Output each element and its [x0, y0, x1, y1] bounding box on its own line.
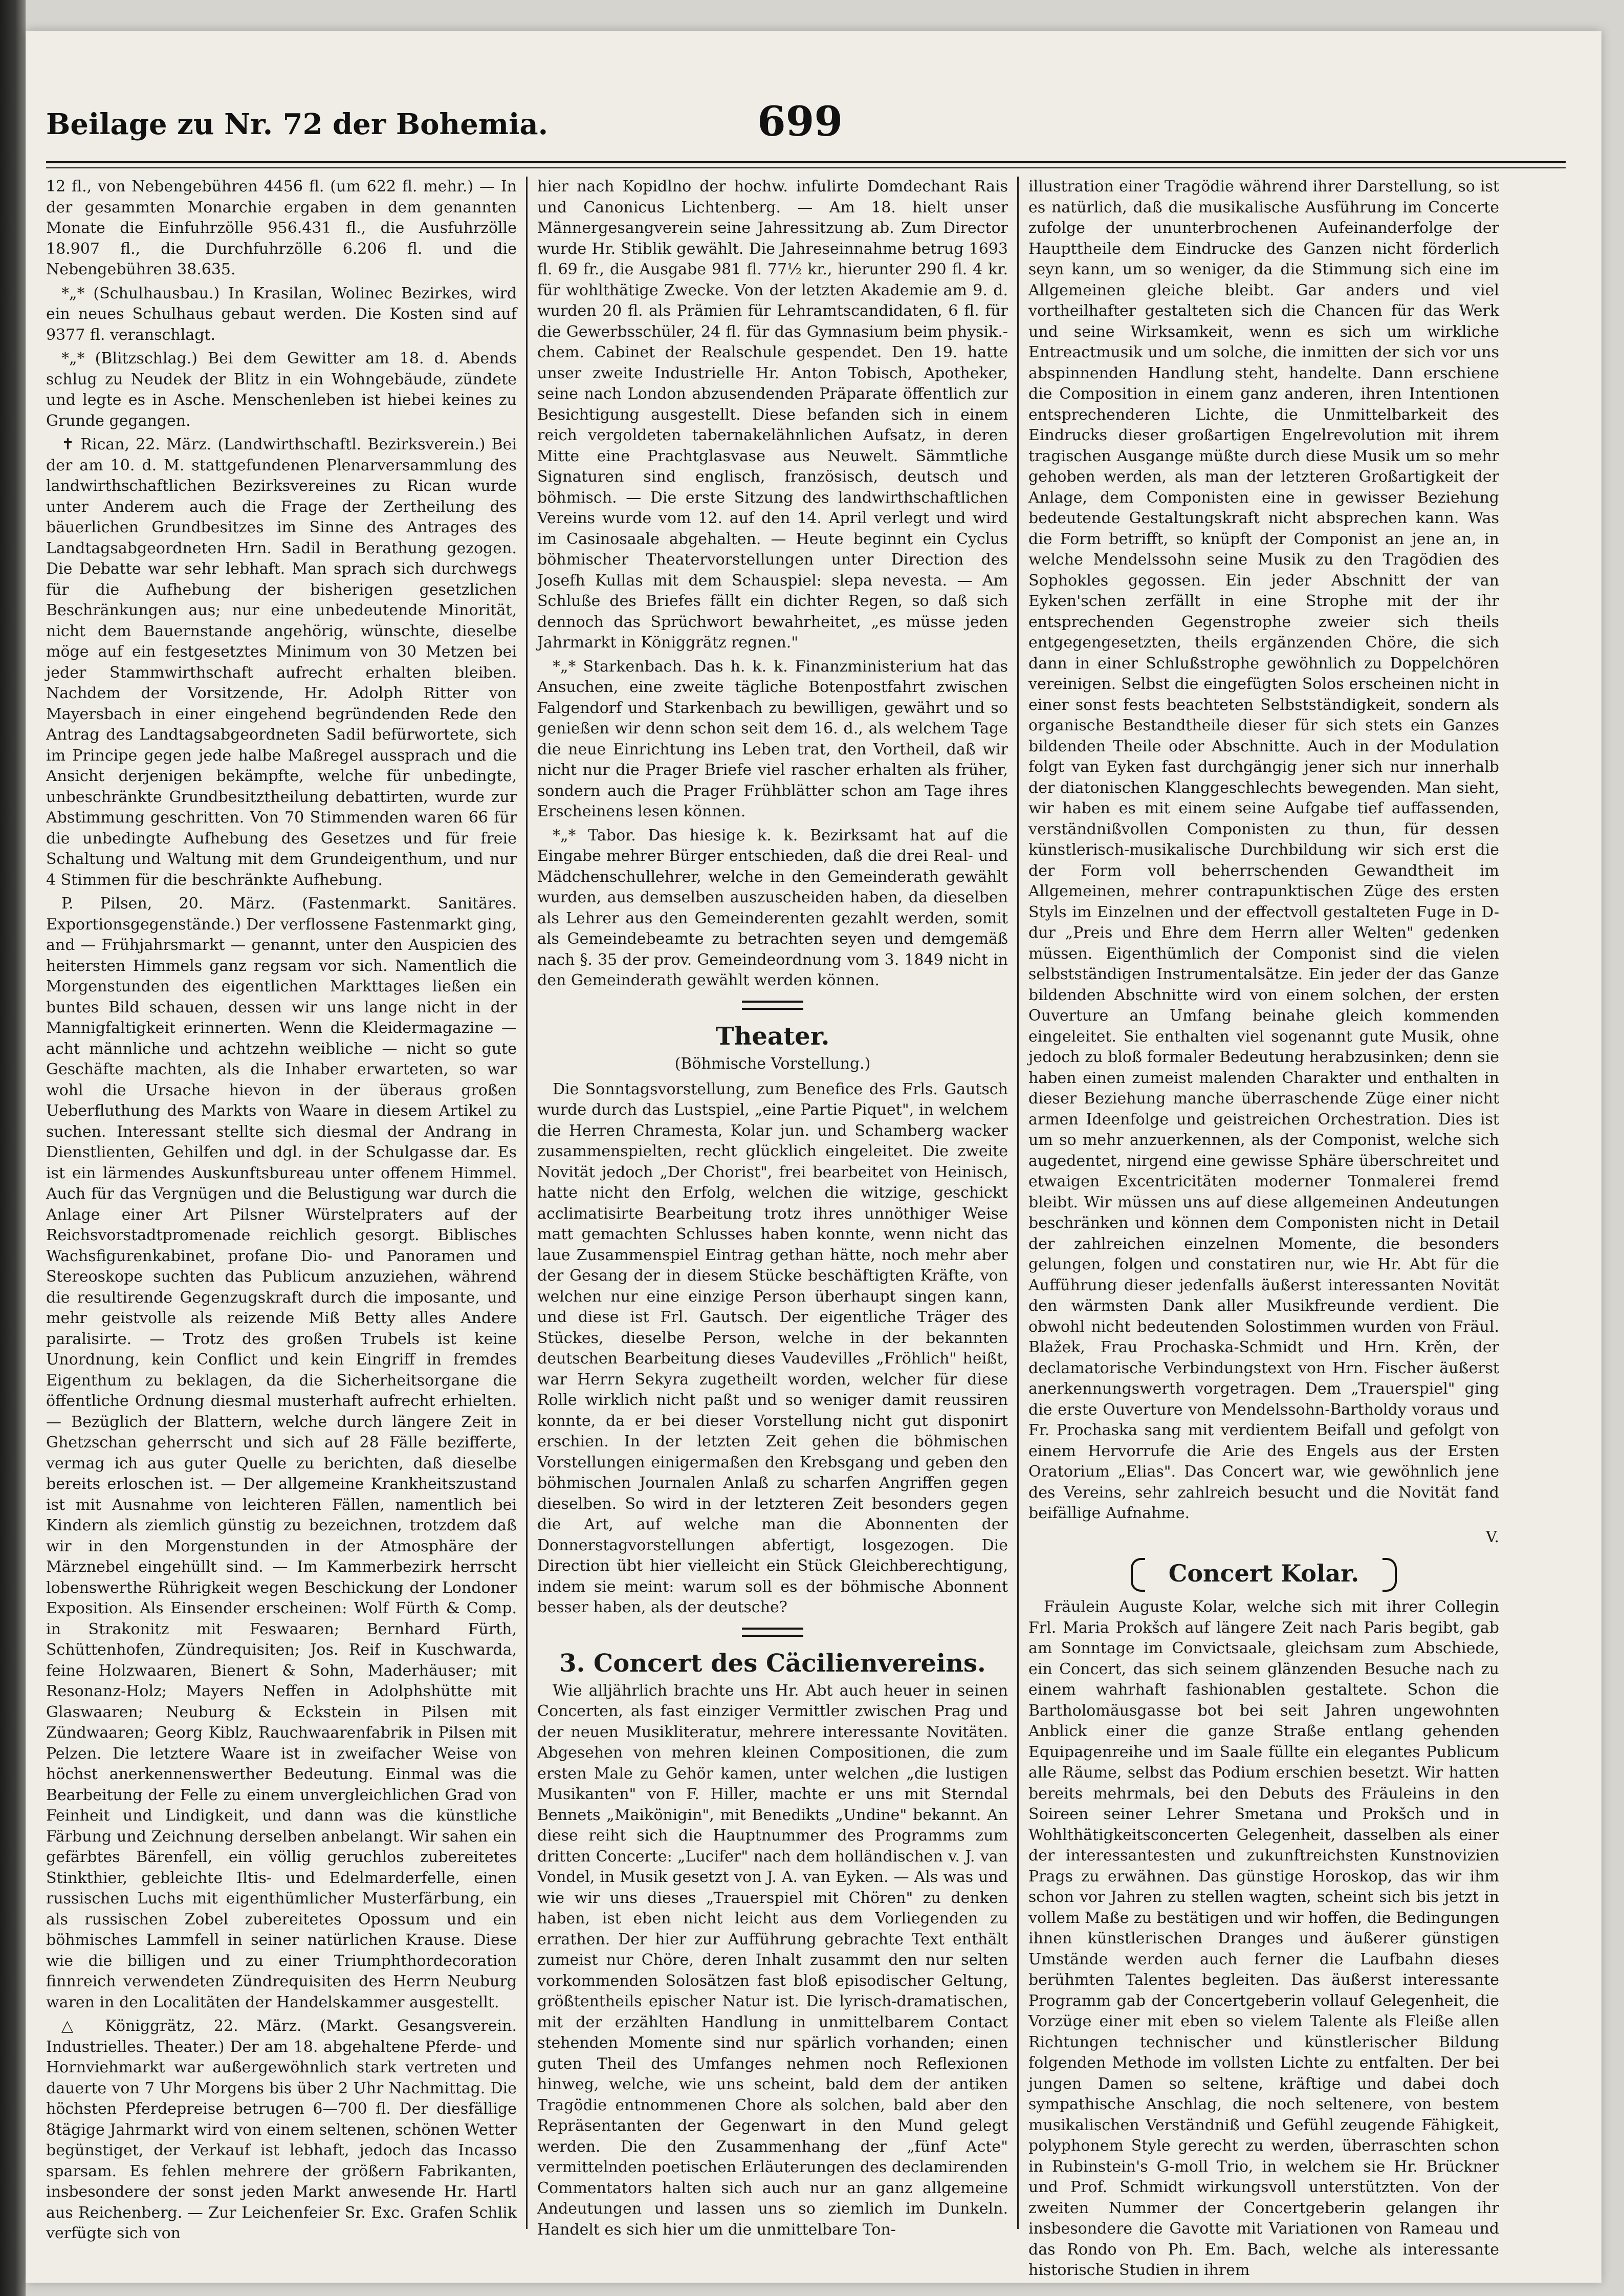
article-paragraph: P. Pilsen, 20. März. (Fastenmarkt. Sanitäres. Exportionsgegenstände.) Der verflossene Fastenmarkt ging, and — Frühjahrsmarkt — genannt, unter den Auspicien des heitersten Himmels ganz regsam vor sich. Namentlich die Morgenstunden des eigentlichen Markttages ließen ein buntes Bild schauen, dessen wir uns lange nicht in der Mannigfaltigkeit erinnerten. Wenn die Kleidermagazine — acht männliche und achtzehn weibliche — nicht so gute Geschäfte machten, als die Inhaber erwarteten, so war wohl die Ursache hievon in der überaus großen Ueberfluthung des Markts von Waare in diesem Artikel zu suchen. Interessant stellte sich diesmal der Andrang in Dienstlienten, Gehilfen und dgl. in der Schulgasse dar. Es ist ein lärmendes Auskunftsbureau unter offenem Himmel. Auch für das Vergnügen und die Belustigung war durch die Anlage einer Art Pilsner Würstelpraters auf der Reichsvorstadtpromenade reichlich gesorgt. Biblisches Wachsfigurenkabinet, profane Dio- und Panoramen und Stereoskope suchten das Publicum anzuziehen, während die resultirende Gegenzugskraft durch die imposante, und mehr geistvolle als reizende Miß Betty alles Andere paralisirte. — Trotz des großen Trubels ist keine Unordnung, kein Conflict und kein Eingriff in fremdes Eigenthum zu beklagen, da die Sicherheitsorgane die öffentliche Ordnung diesmal musterhaft aufrecht erhielten. — Bezüglich der Blattern, welche durch längere Zeit in Ghetzschan geherrscht und sich auf 28 Fälle bezifferte, vermag ich aus guter Quelle zu berichten, daß dieselbe bereits erloschen ist. — Der allgemeine Krankheitszustand ist mit Ausnahme von leichteren Fällen, namentlich bei Kindern als ziemlich günstig zu bezeichnen, trotzdem daß wir in den Morgenstunden in der Atmosphäre der Märznebel eingehüllt sind. — Im Kammerbezirk herrscht lobenswerthe Rührigkeit wegen Beschickung der Londoner Exposition. Als Einsender erscheinen: Wolf Fürth & Comp. in Strakonitz mit Feswaaren; Bernhard Fürth, Schüttenhofen, Zündrequisiten; Jos. Reif in Kuschwarda, feine Holzwaaren, Bienert & Sohn, Maderhäuser; mit Resonanz-Holz; Mayers Neffen in Adolphshütte mit Glaswaaren; Neuburg & Eckstein in Pilsen mit Zündwaaren; Georg Kiblz, Rauchwaarenfabrik in Pilsen mit Pelzen. Die letztere Waare ist in zweifacher Weise von höchst anerkennenswerther Bedeutung. Einmal was die Bearbeitung der Felle zu einem unvergleichlichen Grad von Feinheit und Lindigkeit, und dann was die künstliche Färbung und Zeichnung derselben anbelangt. Wir sahen ein gefärbtes Bärenfell, ein völlig geruchlos zubereitetes Stinkthier, gebleichte Iltis- und Edelmarderfelle, einen russischen Luchs mit eigenthümlicher Musterfärbung, ein als russischen Zobel zubereitetes Opossum und ein böhmisches Lammfell in seiner natürlichen Krause. Diese wie die billigen und zu einer Triumphthordecoration finnreich verwendeten Zündrequisiten des Herrn Neuburg waren in den Localitäten der Handelskammer ausgestellt.	[46, 895, 517, 2011]
page-header	[46, 97, 1566, 154]
section-subtitle: (Böhmische Vorstellung.)	[674, 1054, 871, 1073]
article-paragraph: illustration einer Tragödie während ihrer Darstellung, so ist es natürlich, daß die musikalische Ausführung im Concerte zufolge der ununterbrochenen Aufeinanderfolge der Haupttheile dem Eindrucke des Ganzen nicht förderlich seyn kann, um so weniger, da die Stimmung sich eine im Allgemeinen gleiche bleibt. Gar anders und viel vortheilhafter gestalteten sich die Chancen für das Werk und seine Wirksamkeit, wenn es sich um wirkliche Entreactmusik und um solche, die inmitten der sich vor uns abspinnenden Handlung steht, handelte. Dann erschiene die Composition in einem ganz anderen, ihren Intentionen entsprechenderen Lichte, die Unmittelbarkeit des Eindrucks dieser großartigen Engelrevolution mit ihrem tragischen Ausgange müßte durch diese Musik um so mehr gehoben werden, als man der letzteren Großartigkeit der Anlage, dem Componisten eine in gewisser Beziehung bedeutende Gestaltungskraft nicht absprechen kann. Was die Form betrifft, so knüpft der Componist an jene an, in welche Mendelssohn seine Musik zu den Tragödien des Sophokles gegossen. Ein jeder Abschnitt der van Eyken'schen zerfällt in eine Strophe mit der ihr entsprechenden Gegenstrophe zweier sich theils entgegengesetzten, theils ergänzenden Chöre, die sich dann in einer Schlußstrophe gewöhnlich zu Doppelchören vereinigen. Selbst die eingefügten Solos erscheinen nicht in einer sonst fests beachteten Selbstständigkeit, sondern als organische Bestandtheile dieser für sich stets ein Ganzes bildenden Theile oder Abschnitte. Auch in der Modulation folgt van Eyken fast durchgängig jener sich nur innerhalb der diatonischen Klanggeschlechts bewegenden. Man sieht, wir haben es mit einem seine Aufgabe tief auffassenden, verständnißvollen Componisten zu thun, für dessen künstlerisch-musikalische Durchbildung wir sich erst die der Form voll beherrschenden Gewandtheit im Allgemeinen, mehrer contrapunktischen Züge des ersten Styls im Einzelnen und der effectvoll gestalteten Fuge in D-dur „Preis und Ehre dem Herrn aller Welten" gedenken müssen. Eigenthümlich der Componist sind die vielen selbstständigen Instrumentalsätze. Ein jeder der das Ganze bildenden Abschnitte wird von einem solchen, der ersten Ouverture an Umfang beinahe gleich kommenden eingeleitet. Sie enthalten viel sogenannt gute Musik, ohne jedoch zu bloß formaler Bedeutung herabzusinken; denn sie haben einen zumeist malenden Charakter und enthalten in dieser Beziehung manche überraschende Züge einer nicht armen Ideenfolge und geistreichen Orchestration. Dies ist um so mehr anzuerkennen, als der Componist, welche sich augedentet, nirgend eine gewisse Sphäre überschreitet und etwaigen Excentricitäten moderner Tonmalerei fremd bleibt. Wir müssen uns auf diese allgemeinen Andeutungen beschränken und können dem Componisten nicht in Detail der zahlreichen einzelnen Momente, die besonders gelungen, folgen und constatiren nur, wie Hr. Abt für die Aufführung dieser jedenfalls äußerst interessanten Novität den wärmsten Dank aller Musikfreunde verdient. Die obwohl nicht bedeutenden Solostimmen wurden von Fräul. Blažek, Frau Prochaska-Schmidt und Hrn. Krěn, der declamatorische Verbindungstext von Hrn. Fischer äußerst anerkennungswerth vorgetragen. Dem „Trauerspiel" ging die erste Ouverture von Mendelssohn-Bartholdy voraus und Fr. Prochaska sang mit verdientem Beifall und gefolgt von einem Hervorrufe die Arie des Engels aus der Ersten Oratorium „Elias". Das Concert war, wie gewöhnlich jene des Vereins, sehr zahlreich besucht und die Novität fand beifällige Aufnahme.	[1028, 178, 1499, 1522]
section-divider	[742, 1628, 803, 1637]
article-paragraph: *„* Tabor. Das hiesige k. k. Bezirksamt hat auf die Eingabe mehrer Bürger entschieden, daß die drei Real- und Mädchenschullehrer, welche in den Gemeinderath gewählt wurden, aus demselben auszuscheiden haben, da dieselben als Lehrer aus den Gemeinderenten gezahlt werden, somit als Gemeindebeamte zu betrachten seyen und demgemäß nach §. 35 der prov. Gemeindeordnung vom 3. 1849 nicht in den Gemeinderath gewählt werden können.	[537, 826, 1008, 989]
column-rule	[1017, 177, 1019, 2229]
article-paragraph: ✝ Rican, 22. März. (Landwirthschaftl. Bezirksverein.) Bei der am 10. d. M. stattgefundenen Plenarversammlung des landwirthschaftlichen Bezirksvereines zu Rican wurde unter Anderem auch die Frage der Zertheilung des bäuerlichen Grundbesitzes im Sinne des Antrages des Landtagsabgeordneten Hrn. Sadil in Berathung gezogen. Die Debatte war sehr lebhaft. Man sprach sich durchwegs für die Aufhebung der bisherigen gesetzlichen Beschränkungen aus; nur eine unbedeutende Minorität, nicht dem Bauernstande angehörig, wünschte, dieselbe möge auf ein festgesetztes Minimum von 30 Metzen bei jeder Stammwirthschaft aufrecht erhalten bleiben. Nachdem der Vorsitzende, Hr. Adolph Ritter von Mayersbach in einer eingehend begründenden Rede den Antrag des Landtagsabgeordneten Sadil befürwortete, sich im Principe gegen jede halbe Maßregel aussprach und die Ansicht derjenigen bekämpfte, welche für unbedingte, unbeschränkte Grundbesitztheilung debattirten, wurde zur Abstimmung geschritten. Von 70 Stimmenden waren 66 für die unbedingte Aufhebung des Gesetzes und für freie Schaltung und Waltung mit dem Grundeigenthum, und nur 4 Stimmen für die beschränkte Aufhebung.	[46, 436, 517, 889]
author-signature: V.	[1486, 1528, 1499, 1546]
article-paragraph: *„* Starkenbach. Das h. k. k. Finanzministerium hat das Ansuchen, eine zweite tägliche Botenpostfahrt zwischen Falgendorf und Starkenbach zu bewilligen, gewährt und so genießen wir denn schon seit dem 16. d., als welchem Tage die neue Einrichtung ins Leben trat, den Vortheil, daß wir nicht nur die Prager Briefe viel rascher erhalten als früher, sondern auch die Prager Frühblätter schon am Tage ihres Erscheinens lesen können.	[537, 657, 1008, 820]
header-rule	[46, 161, 1566, 168]
column-rule	[526, 177, 528, 2229]
supplement-title: Beilage zu Nr. 72 der Bohemia.	[46, 107, 548, 141]
column-1	[46, 177, 517, 2242]
newspaper-page	[26, 31, 1601, 2283]
bracket-right	[1382, 1558, 1397, 1592]
article-paragraph: Die Sonntagsvorstellung, zum Benefice des Frls. Gautsch wurde durch das Lustspiel, „eine Partie Piquet", in welchem die Herren Chramesta, Kolar jun. und Schamberg wacker zusammenspielten, recht glücklich eingeleitet. Die zweite Novität jedoch „Der Chorist", frei bearbeitet von Heinisch, hatte nicht den Erfolg, welchen die witzige, geschickt acclimatisirte Bearbeitung trotz ihres unnöthiger Weise matt gemachten Schlusses haben konnte, wenn nicht das laue Zusammenspiel Eintrag gethan hätte, noch mehr aber der Gesang der in diesem Stücke beschäftigten Kräfte, von welchen nur eine einzige Person überhaupt singen kann, und diese ist Frl. Gautsch. Der eigentliche Träger des Stückes, dieselbe Person, welche in der bekannten deutschen Bearbeitung dieses Vaudevilles „Fröhlich" heißt, war Herrn Sekyra zugetheilt worden, welcher für diese Rolle wirklich nicht paßt und so weniger damit reussiren konnte, da er bei dieser Vorstellung nicht gut disponirt erschien. In der letzten Zeit gehen die böhmischen Vorstellungen einigermaßen den Krebsgang und geben den böhmischen Journalen Anlaß zu scharfen Angriffen gegen dieselben. So wird in der letzteren Zeit besonders gegen die Art, auf welche man die Abonnenten der Donnerstagvorstellungen abfertigt, losgezogen. Die Direction übt hier vielleicht ein Stück Gleichberechtigung, indem sie meint: warum soll es der böhmische Abonnent besser haben, als der deutsche?	[537, 1080, 1008, 1616]
section-title-theater: Theater.	[715, 1022, 830, 1051]
page-number: 699	[757, 97, 843, 145]
scan-binding-edge	[0, 0, 26, 2296]
article-paragraph: *„* (Schulhausbau.) In Krasilan, Wolinec Bezirkes, wird ein neues Schulhaus gebaut werden. Die Kosten sind auf 9377 fl. veranschlagt.	[46, 284, 517, 344]
article-paragraph: Wie alljährlich brachte uns Hr. Abt auch heuer in seinen Concerten, als fast einziger Vermittler zwischen Prag und der neuen Musikliteratur, mehrere interessante Novitäten. Abgesehen von mehren kleinen Compositionen, die zum ersten Male zu Gehör kamen, unter welchen „die lustigen Musikanten" von F. Hiller, machte er uns mit Sterndal Bennets „Maikönigin", mit Benedikts „Undine" bekannt. An diese reiht sich die Hauptnummer des Programms zum dritten Concerte: „Lucifer" nach dem holländischen v. J. van Vondel, in Musik gesetzt von J. A. van Eyken. — Als was und wie wir uns dieses „Trauerspiel mit Chören" zu denken haben, ist eben nicht leicht aus dem Vorliegenden zu errathen. Der hier zur Aufführung gebrachte Text enthält zumeist nur Chöre, deren Inhalt zusammt den nur selten vorkommenden Solosätzen fast bloß episodischer Geltung, größtentheils epischer Natur ist. Die lyrisch-dramatischen, mit der erzählten Handlung in unmittelbarem Contact stehenden Momente sind nur spärlich vorhanden; einen guten Theil des Umfanges nehmen noch Reflexionen hinweg, welche, wie uns scheint, bald dem der antiken Tragödie entnommenen Chore als solchen, bald aber den Repräsentanten der Gegenwart in den Mund gelegt werden. Die den Zusammenhang der „fünf Acte" vermittelnden poetischen Erläuterungen des declamirenden Commentators halten sich auch nur an ganz allgemeine Andeutungen und lassen uns so ziemlich im Dunkeln. Handelt es sich hier um die unmittelbare Ton-	[537, 1681, 1008, 2239]
column-3	[1028, 177, 1499, 2279]
bracket-left	[1131, 1558, 1145, 1592]
article-paragraph: Fräulein Auguste Kolar, welche sich mit ihrer Collegin Frl. Maria Prokšch auf längere Zeit nach Paris begibt, gab am Sonntage im Convictsaale, gleichsam zum Abschiede, ein Concert, das sich seinem glänzenden Besuche nach zu einem wahrhaft fashionablen gestaltete. Schon die Bartholomäusgasse bot bei seit Jahren ungewohnten Anblick einer die ganze Straße entlang gehenden Equipagenreihe und im Saale füllte ein elegantes Publicum alle Räume, selbst das Podium erschien besetzt. Wir hatten bereits mehrmals, bei den Debuts des Fräuleins in den Soireen seiner Lehrer Smetana und Prokšch und in Wohlthätigkeitsconcerten Gelegenheit, dasselben als einer der interessantesten und zukunftreichsten Kunstnovizien Prags zu erwähnen. Das günstige Horoskop, das wir ihm schon vor Jahren zu stellen wagten, scheint sich bis jetzt in vollem Maße zu bestätigen und wir hoffen, die Bedingungen ihnen künstlerischen Dranges und äußerer günstigen Umstände werden auch ferner die Laufbahn dieses berühmten Talentes begleiten. Das äußerst interessante Programm gab der Concertgeberin vollauf Gelegenheit, die Vorzüge einer mit eben so vielem Talente als Fleiße allen Richtungen technischer und künstlerischer Bildung folgenden Methode im vollsten Lichte zu entfalten. Der bei jungen Damen so seltene, kräftige und dabei doch sympathische Anschlag, die noch seltenere, von bestem musikalischen Verständniß und Gefühl zeugende Fähigkeit, polyphonem Style gerecht zu werden, überraschten schon in Rubinstein's G-moll Trio, in welchem sie Hr. Brückner und Prof. Schmidt wirkungsvoll unterstützten. Von der zweiten Nummer der Concertgeberin gelangen ihr insbesondere die Gavotte mit Variationen von Rameau und das Rondo von Ph. Em. Bach, welche als interessante historische Studien in ihrem	[1028, 1598, 1499, 2279]
article-paragraph: 12 fl., von Nebengebühren 4456 fl. (um 622 fl. mehr.) — In der gesammten Monarchie ergaben in dem genannten Monate die Einfuhrzölle 956.431 fl., die Ausfuhrzölle 18.907 fl., die Durchfuhrzölle 6.206 fl. und die Nebengebühren 38.635.	[46, 178, 517, 278]
section-title-text: Concert Kolar.	[1168, 1559, 1359, 1587]
article-paragraph: △ Königgrätz, 22. März. (Markt. Gesangsverein. Industrielles. Theater.) Der am 18. abgehaltene Pferde- und Hornviehmarkt war außergewöhnlich stark vertreten und dauerte von 7 Uhr Morgens bis über 2 Uhr Nachmittag. Die höchsten Pferdepreise betrugen 6—700 fl. Der diesfällige 8tägige Jahrmarkt wird von einem seltenen, schönen Wetter begünstiget, der Verkauf ist lebhaft, jedoch das Incasso sparsam. Es fehlen mehrere der größern Fabrikanten, insbesondere der sonst jeden Markt anwesende Hr. Hartl aus Reichenberg. — Zur Leichenfeier Sr. Exc. Grafen Schlik verfügte sich von	[46, 2017, 517, 2242]
section-title-concert: 3. Concert des Cäcilienvereins.	[559, 1649, 986, 1678]
article-paragraph: *„* (Blitzschlag.) Bei dem Gewitter am 18. d. Abends schlug zu Neudek der Blitz in ein Wohngebäude, zündete und legte es in Asche. Menschenleben ist hiebei keines zu Grunde gegangen.	[46, 350, 517, 430]
section-title-concert-kolar	[1131, 1557, 1397, 1590]
column-2	[537, 177, 1008, 2239]
section-divider	[742, 1001, 803, 1010]
article-paragraph: hier nach Kopidlno der hochw. infulirte Domdechant Rais und Canonicus Lichtenberg. — Am 18. hielt unser Männergesangverein seine Jahressitzung ab. Zum Director wurde Hr. Stiblik gewählt. Die Jahreseinnahme betrug 1693 fl. 69 fr., die Ausgabe 981 fl. 77½ kr., hierunter 290 fl. 4 kr. für wohlthätige Zwecke. Von der letzten Akademie am 9. d. wurden 20 fl. als Prämien für Lehramtscandidaten, 6 fl. für die Gewerbsschüler, 24 fl. für das Gymnasium beim physik.-chem. Cabinet der Realschule gespendet. Den 19. hatte unser zweite Industrielle Hr. Anton Tobisch, Apotheker, seine nach London abzusendenden Präparate öffentlich zur Besichtigung ausgestellt. Diese befanden sich in einem reich vergoldeten tabernakelähnlichen Aufsatz, in deren Mitte eine Prachtglasvase aus Neuwelt. Sämmtliche Signaturen sind englisch, französisch, deutsch und böhmisch. — Die erste Sitzung des landwirthschaftlichen Vereins wurde vom 12. auf den 14. April verlegt und wird im Casinosaale abgehalten. — Heute beginnt ein Cyclus böhmischer Theatervorstellungen unter Direction des Josefh Kullas mit dem Schauspiel: slepa nevesta. — Am Schluße des Briefes fällt ein dichter Regen, so daß sich dennoch das Sprüchwort bewahrheitet, „es müsse jeden Jahrmarkt in Königgrätz regnen."	[537, 178, 1008, 652]
